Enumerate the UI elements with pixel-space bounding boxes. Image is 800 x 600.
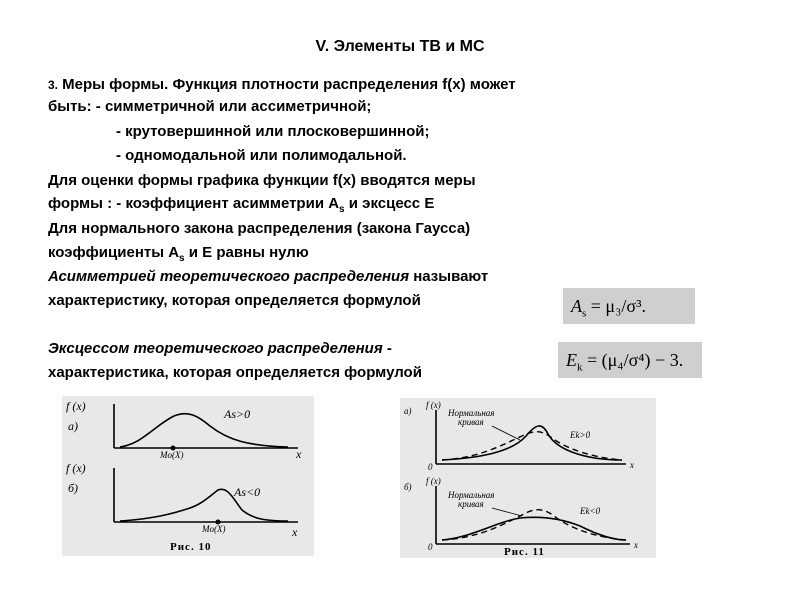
flat-curve <box>442 517 626 540</box>
line-text: и E равны нулю <box>184 244 309 261</box>
text-line-11 <box>48 340 392 358</box>
text-line-7: Для нормального закона распределения (закона Гаусса) <box>48 220 471 237</box>
panel-a-label: а) <box>404 406 412 416</box>
asymmetry-formula <box>563 288 695 324</box>
normal-label-bottom-2: кривая <box>458 499 484 509</box>
text-line-3: - крутовершинной или плосковершинной; <box>116 123 430 140</box>
line-text: и эксцесс E <box>344 195 435 212</box>
fx-label-top: f (x) <box>66 399 86 413</box>
excess-formula <box>558 342 702 378</box>
panel-a-label: а) <box>68 419 78 433</box>
line-text: - <box>382 340 392 357</box>
left-skewed-curve <box>120 489 288 521</box>
mode-label-bottom: Mo(X) <box>202 524 226 534</box>
formula-subscript: k <box>577 361 583 374</box>
origin-label-bottom: 0 <box>428 542 433 552</box>
item-number: 3. <box>48 78 59 92</box>
normal-curve-top <box>442 432 622 460</box>
fx-label-bottom: f (x) <box>66 461 86 475</box>
text-line-10: характеристику, которая определяется формулой <box>48 292 421 309</box>
page-title: V. Элементы ТВ и МС <box>315 38 485 55</box>
ek-negative-label: Ek<0 <box>580 506 601 516</box>
ek-positive-label: Ek>0 <box>570 430 591 440</box>
right-skewed-curve <box>120 414 288 447</box>
subscript: s <box>339 204 345 215</box>
text-line-2: быть: - симметричной или ассиметричной; <box>48 98 372 115</box>
formula-symbol: A <box>571 296 582 316</box>
panel-b-label: б) <box>68 481 79 495</box>
figure-10-caption: Рис. 10 <box>170 541 212 553</box>
formula-rest: = (μ₄/σ⁴) − 3. <box>582 350 684 370</box>
figure-10-graphic <box>62 396 314 556</box>
text-line-12: характеристика, которая определяется формулой <box>48 364 422 381</box>
italic-term: Асимметрией теоретического распределения <box>48 268 410 285</box>
as-negative-label: As<0 <box>234 485 261 499</box>
formula-rest: = μ₃/σ³. <box>586 296 646 316</box>
fx-label-bottom: f (x) <box>426 476 441 486</box>
line-text: Меры формы. Функция плотности распределения f(x) может <box>58 76 516 93</box>
normal-pointer-top <box>492 426 520 440</box>
figure-11 <box>400 398 656 558</box>
origin-label-top: 0 <box>428 462 433 472</box>
line-text: формы : - коэффициент асимметрии A <box>48 195 340 212</box>
line-text: называют <box>409 268 489 285</box>
x-label-bottom: x <box>292 525 298 539</box>
text-line-6 <box>48 195 434 219</box>
text-line-1 <box>48 76 516 94</box>
text-line-4: - одномодальной или полимодальной. <box>116 147 407 164</box>
mode-label-top: Mo(X) <box>160 450 184 460</box>
fx-label-top: f (x) <box>426 400 441 410</box>
line-text: коэффициенты A <box>48 244 180 261</box>
subscript: s <box>179 253 185 264</box>
peaked-curve <box>442 426 622 460</box>
text-line-8 <box>48 244 309 268</box>
text-line-5: Для оценки формы графика функции f(x) вводятся меры <box>48 172 476 189</box>
figure-11-graphic <box>400 398 656 558</box>
normal-label-top-2: кривая <box>458 417 484 427</box>
normal-label-top: Нормальная <box>448 408 495 418</box>
as-positive-label: As>0 <box>224 407 251 421</box>
x-label-bottom: x <box>634 540 638 550</box>
italic-term: Эксцессом теоретического распределения <box>48 340 383 357</box>
normal-label-bottom: Нормальная <box>448 490 495 500</box>
normal-pointer-bottom <box>492 508 522 516</box>
x-label-top: x <box>630 460 634 470</box>
formula-symbol: E <box>566 350 577 370</box>
figure-10 <box>62 396 314 556</box>
text-line-9 <box>48 268 488 286</box>
x-label-top: x <box>296 447 302 461</box>
panel-b-label: б) <box>404 482 412 492</box>
formula-subscript: s <box>582 307 587 320</box>
figure-11-caption: Рис. 11 <box>504 546 545 558</box>
